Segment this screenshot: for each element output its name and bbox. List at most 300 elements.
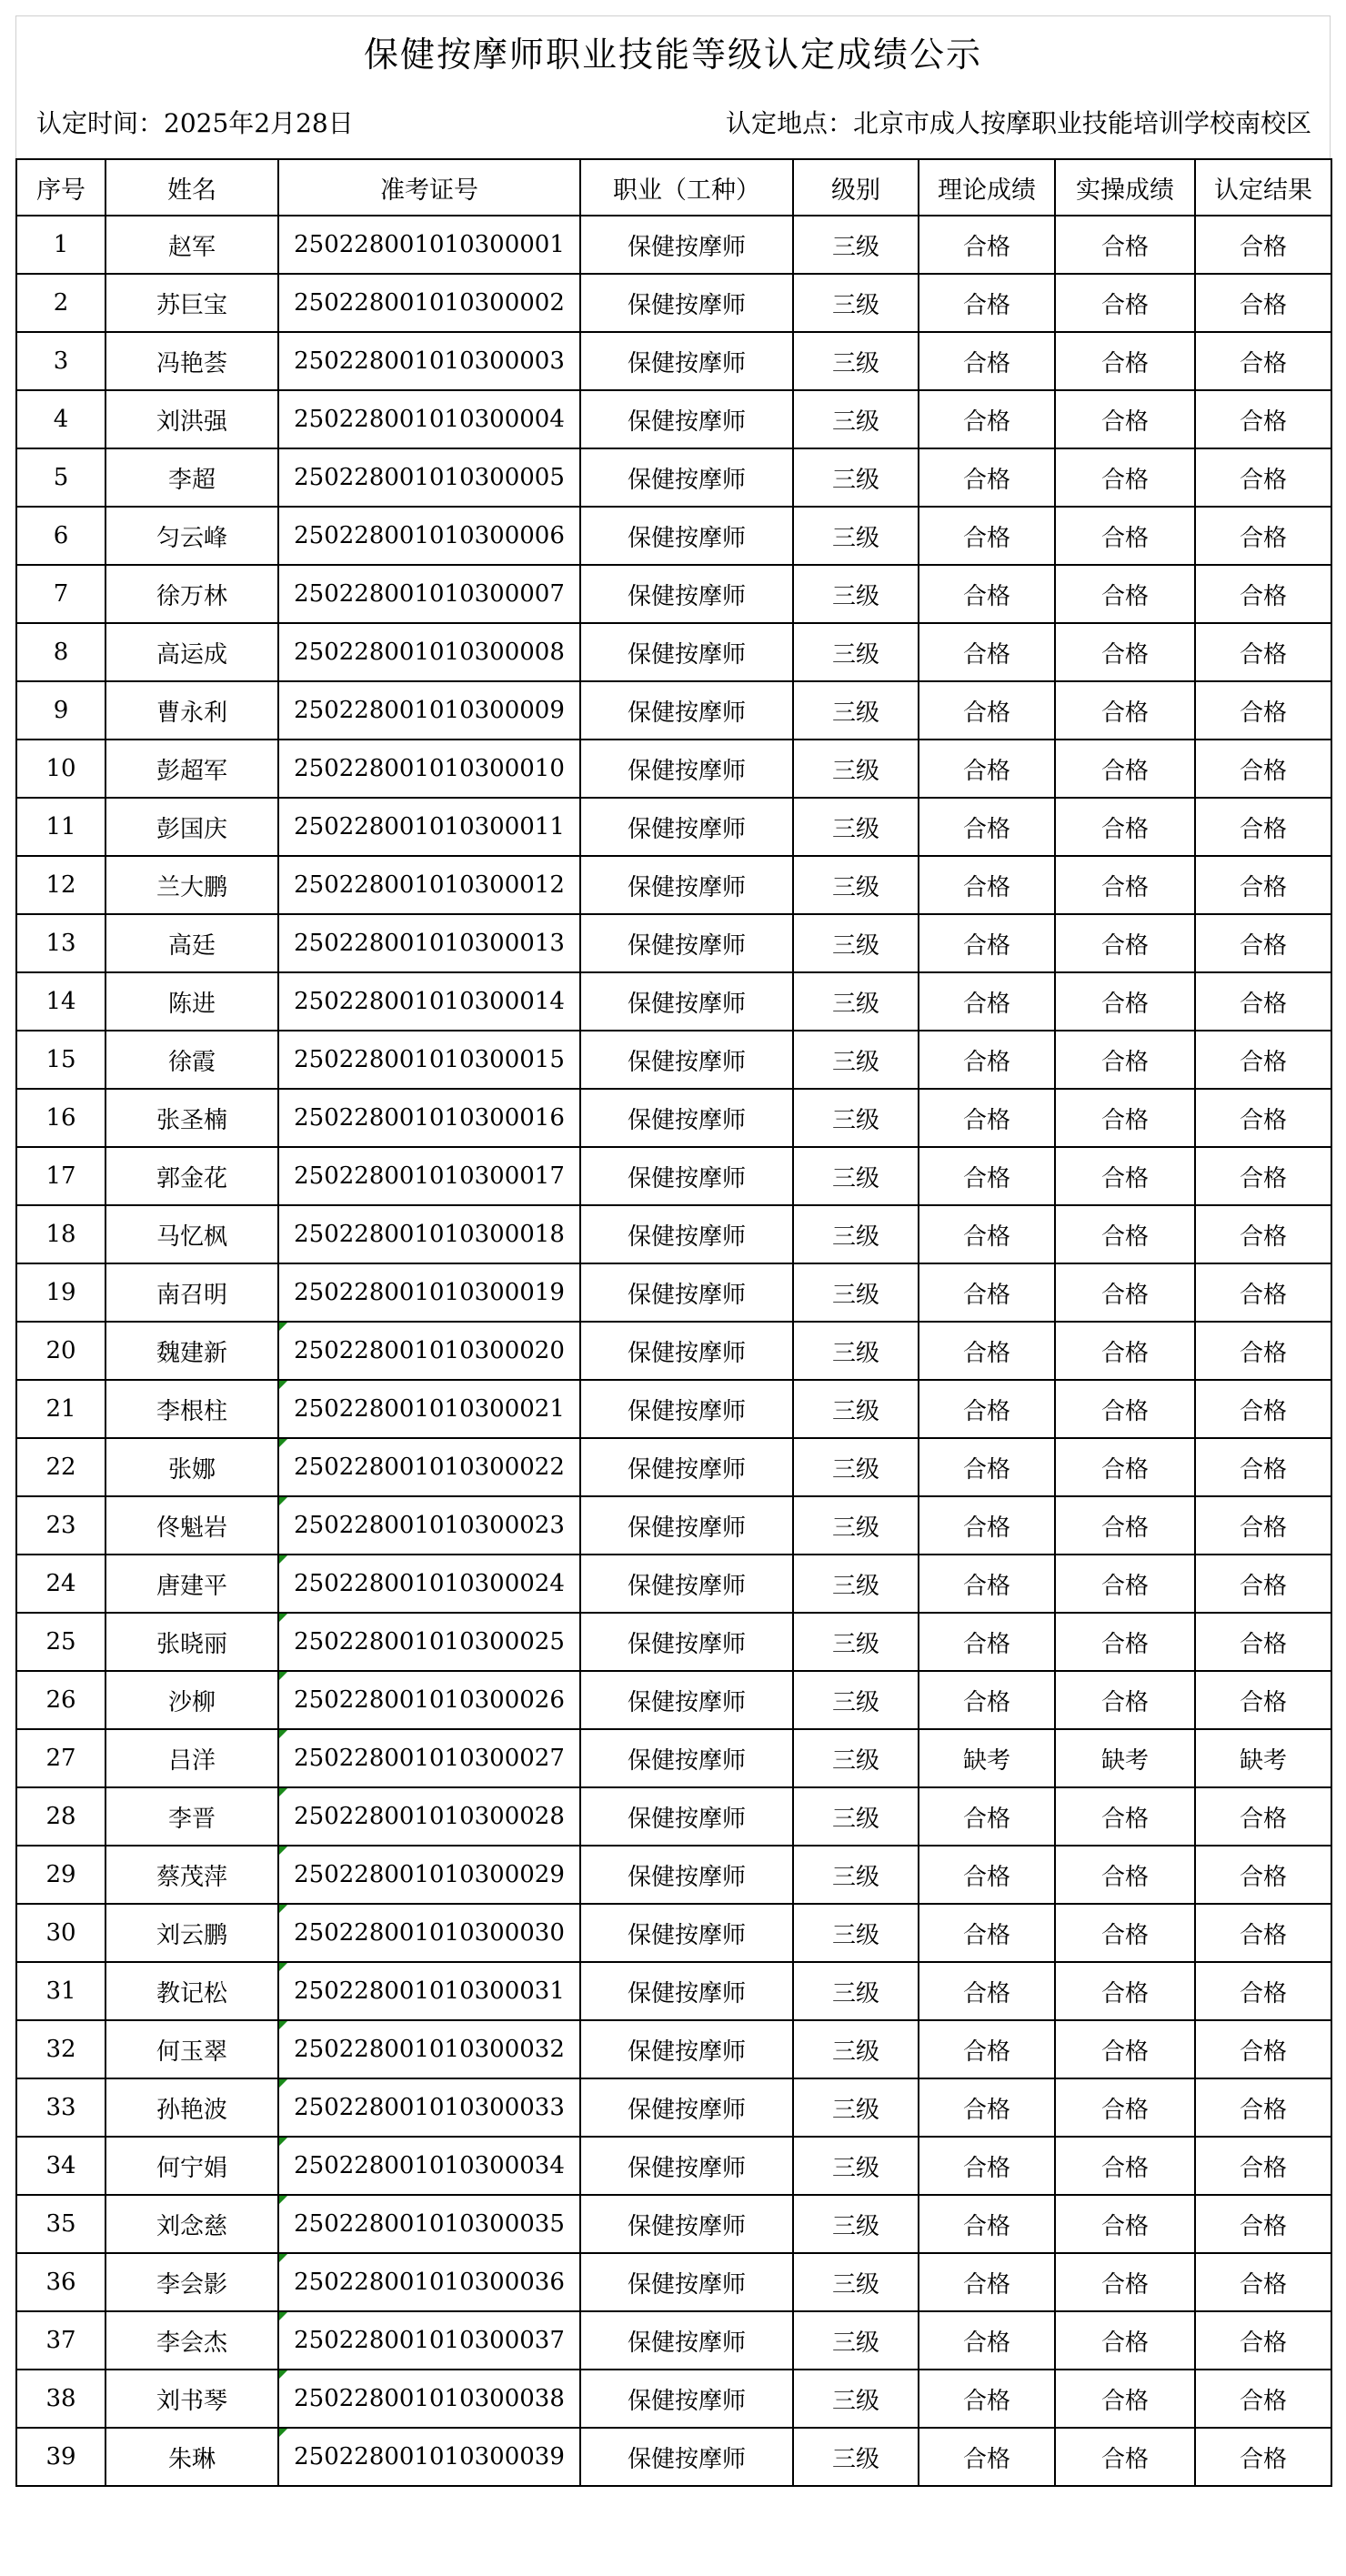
table-row [16,565,1331,623]
row-ticket-number: 250228001010300019 [278,1263,580,1322]
row-theory-score: 合格 [919,1496,1055,1555]
row-theory-score: 缺考 [919,1729,1055,1787]
row-name: 刘书琴 [105,2370,278,2428]
row-occupation: 保健按摩师 [580,2370,793,2428]
row-practical-score: 合格 [1055,1496,1195,1555]
row-level: 三级 [793,1787,919,1846]
row-theory-score: 合格 [919,1438,1055,1496]
row-practical-score: 合格 [1055,1671,1195,1729]
row-result: 合格 [1195,2137,1331,2195]
row-result: 合格 [1195,2020,1331,2078]
row-level: 三级 [793,2137,919,2195]
row-occupation: 保健按摩师 [580,274,793,332]
table-row [16,798,1331,856]
row-result: 合格 [1195,332,1331,390]
row-index: 34 [16,2137,105,2195]
row-index: 38 [16,2370,105,2428]
row-level: 三级 [793,798,919,856]
row-level: 三级 [793,2195,919,2253]
row-level: 三级 [793,565,919,623]
row-practical-score: 合格 [1055,2311,1195,2370]
row-index: 23 [16,1496,105,1555]
row-ticket-number: 250228001010300015 [278,1031,580,1089]
row-practical-score: 合格 [1055,1787,1195,1846]
row-occupation: 保健按摩师 [580,1904,793,1962]
row-practical-score: 合格 [1055,507,1195,565]
row-result: 缺考 [1195,1729,1331,1787]
row-index: 3 [16,332,105,390]
row-result: 合格 [1195,1089,1331,1147]
row-level: 三级 [793,1438,919,1496]
row-result: 合格 [1195,1787,1331,1846]
row-occupation: 保健按摩师 [580,856,793,914]
row-index: 18 [16,1205,105,1263]
row-ticket-number: 250228001010300013 [278,914,580,972]
row-ticket-number: 250228001010300018 [278,1205,580,1263]
row-result: 合格 [1195,914,1331,972]
row-result: 合格 [1195,1147,1331,1205]
row-ticket-number: 250228001010300002 [278,274,580,332]
table-row [16,2370,1331,2428]
table-row [16,216,1331,274]
row-level: 三级 [793,1555,919,1613]
table-row [16,1438,1331,1496]
row-ticket-number: 250228001010300026 [278,1671,580,1729]
row-ticket-number: 250228001010300011 [278,798,580,856]
row-name: 张圣楠 [105,1089,278,1147]
row-level: 三级 [793,2428,919,2486]
row-result: 合格 [1195,2078,1331,2137]
row-ticket-number: 250228001010300024 [278,1555,580,1613]
document-title: 保健按摩师职业技能等级认定成绩公示 [15,15,1331,86]
row-theory-score: 合格 [919,1322,1055,1380]
table-row [16,507,1331,565]
row-level: 三级 [793,1263,919,1322]
table-row [16,1729,1331,1787]
row-name: 李超 [105,448,278,507]
row-practical-score: 合格 [1055,1263,1195,1322]
row-name: 匀云峰 [105,507,278,565]
row-occupation: 保健按摩师 [580,1438,793,1496]
header-name: 姓名 [105,159,278,216]
row-occupation: 保健按摩师 [580,2253,793,2311]
table-row [16,1904,1331,1962]
row-index: 36 [16,2253,105,2311]
row-index: 31 [16,1962,105,2020]
row-theory-score: 合格 [919,1904,1055,1962]
row-practical-score: 合格 [1055,1846,1195,1904]
header-row [16,159,1331,216]
row-level: 三级 [793,1205,919,1263]
row-practical-score: 合格 [1055,565,1195,623]
row-name: 冯艳荟 [105,332,278,390]
row-occupation: 保健按摩师 [580,332,793,390]
row-index: 17 [16,1147,105,1205]
row-occupation: 保健按摩师 [580,740,793,798]
row-result: 合格 [1195,1205,1331,1263]
row-name: 李晋 [105,1787,278,1846]
header-theory-score: 理论成绩 [919,159,1055,216]
row-result: 合格 [1195,1613,1331,1671]
row-name: 南召明 [105,1263,278,1322]
row-index: 32 [16,2020,105,2078]
row-theory-score: 合格 [919,623,1055,681]
row-practical-score: 合格 [1055,2078,1195,2137]
row-name: 彭国庆 [105,798,278,856]
row-theory-score: 合格 [919,2253,1055,2311]
row-ticket-number: 250228001010300032 [278,2020,580,2078]
row-occupation: 保健按摩师 [580,914,793,972]
row-ticket-number: 250228001010300008 [278,623,580,681]
table-row [16,1031,1331,1089]
row-practical-score: 合格 [1055,332,1195,390]
row-name: 教记松 [105,1962,278,2020]
row-theory-score: 合格 [919,1031,1055,1089]
row-name: 彭超军 [105,740,278,798]
row-occupation: 保健按摩师 [580,798,793,856]
row-result: 合格 [1195,2253,1331,2311]
row-ticket-number: 250228001010300029 [278,1846,580,1904]
row-theory-score: 合格 [919,2137,1055,2195]
row-level: 三级 [793,1904,919,1962]
row-occupation: 保健按摩师 [580,2137,793,2195]
row-ticket-number: 250228001010300006 [278,507,580,565]
row-theory-score: 合格 [919,2020,1055,2078]
row-index: 37 [16,2311,105,2370]
row-occupation: 保健按摩师 [580,1496,793,1555]
header-occupation: 职业（工种） [580,159,793,216]
exam-date: 认定时间：2025年2月28日 [36,108,354,138]
table-row [16,2020,1331,2078]
row-level: 三级 [793,740,919,798]
row-name: 孙艳波 [105,2078,278,2137]
row-name: 唐建平 [105,1555,278,1613]
table-row [16,623,1331,681]
row-name: 何宁娟 [105,2137,278,2195]
row-occupation: 保健按摩师 [580,681,793,740]
header-ticket-number: 准考证号 [278,159,580,216]
row-result: 合格 [1195,1031,1331,1089]
row-result: 合格 [1195,1380,1331,1438]
row-index: 1 [16,216,105,274]
row-level: 三级 [793,1613,919,1671]
table-row [16,332,1331,390]
row-result: 合格 [1195,448,1331,507]
row-theory-score: 合格 [919,740,1055,798]
row-ticket-number: 250228001010300023 [278,1496,580,1555]
row-theory-score: 合格 [919,1380,1055,1438]
row-index: 19 [16,1263,105,1322]
row-occupation: 保健按摩师 [580,2428,793,2486]
row-occupation: 保健按摩师 [580,1962,793,2020]
row-ticket-number: 250228001010300012 [278,856,580,914]
row-practical-score: 合格 [1055,448,1195,507]
row-result: 合格 [1195,1263,1331,1322]
row-ticket-number: 250228001010300028 [278,1787,580,1846]
row-ticket-number: 250228001010300014 [278,972,580,1031]
row-name: 何玉翠 [105,2020,278,2078]
row-result: 合格 [1195,1846,1331,1904]
row-practical-score: 合格 [1055,681,1195,740]
row-practical-score: 合格 [1055,1089,1195,1147]
row-ticket-number: 250228001010300004 [278,390,580,448]
table-row [16,1613,1331,1671]
row-ticket-number: 250228001010300038 [278,2370,580,2428]
row-name: 李根柱 [105,1380,278,1438]
row-practical-score: 合格 [1055,2195,1195,2253]
row-occupation: 保健按摩师 [580,1671,793,1729]
row-name: 魏建新 [105,1322,278,1380]
row-level: 三级 [793,1380,919,1438]
row-occupation: 保健按摩师 [580,2078,793,2137]
row-ticket-number: 250228001010300005 [278,448,580,507]
row-level: 三级 [793,2020,919,2078]
row-theory-score: 合格 [919,1555,1055,1613]
row-name: 高廷 [105,914,278,972]
row-occupation: 保健按摩师 [580,507,793,565]
row-ticket-number: 250228001010300020 [278,1322,580,1380]
row-level: 三级 [793,2078,919,2137]
row-ticket-number: 250228001010300017 [278,1147,580,1205]
row-practical-score: 合格 [1055,1147,1195,1205]
row-practical-score: 合格 [1055,2020,1195,2078]
row-level: 三级 [793,1089,919,1147]
row-practical-score: 合格 [1055,216,1195,274]
row-theory-score: 合格 [919,1147,1055,1205]
row-practical-score: 合格 [1055,1205,1195,1263]
row-occupation: 保健按摩师 [580,1031,793,1089]
row-index: 13 [16,914,105,972]
row-name: 赵军 [105,216,278,274]
row-practical-score: 合格 [1055,1380,1195,1438]
table-row [16,2195,1331,2253]
row-result: 合格 [1195,1962,1331,2020]
row-level: 三级 [793,1846,919,1904]
row-theory-score: 合格 [919,332,1055,390]
row-ticket-number: 250228001010300001 [278,216,580,274]
row-level: 三级 [793,1322,919,1380]
row-occupation: 保健按摩师 [580,448,793,507]
row-practical-score: 合格 [1055,2137,1195,2195]
row-result: 合格 [1195,1496,1331,1555]
row-ticket-number: 250228001010300009 [278,681,580,740]
table-row [16,448,1331,507]
row-occupation: 保健按摩师 [580,2020,793,2078]
table-row [16,2137,1331,2195]
row-theory-score: 合格 [919,2370,1055,2428]
row-practical-score: 合格 [1055,274,1195,332]
row-index: 39 [16,2428,105,2486]
row-level: 三级 [793,1031,919,1089]
table-row [16,1380,1331,1438]
table-row [16,1089,1331,1147]
row-occupation: 保健按摩师 [580,1380,793,1438]
row-practical-score: 合格 [1055,2253,1195,2311]
row-index: 4 [16,390,105,448]
row-occupation: 保健按摩师 [580,1555,793,1613]
row-index: 35 [16,2195,105,2253]
table-row [16,1496,1331,1555]
row-occupation: 保健按摩师 [580,1089,793,1147]
row-theory-score: 合格 [919,507,1055,565]
row-level: 三级 [793,1962,919,2020]
row-practical-score: 合格 [1055,1031,1195,1089]
row-practical-score: 合格 [1055,740,1195,798]
row-level: 三级 [793,274,919,332]
row-ticket-number: 250228001010300039 [278,2428,580,2486]
row-index: 6 [16,507,105,565]
row-occupation: 保健按摩师 [580,565,793,623]
row-ticket-number: 250228001010300003 [278,332,580,390]
row-practical-score: 合格 [1055,1613,1195,1671]
row-name: 李会影 [105,2253,278,2311]
row-result: 合格 [1195,2428,1331,2486]
row-occupation: 保健按摩师 [580,1729,793,1787]
row-level: 三级 [793,1496,919,1555]
row-ticket-number: 250228001010300007 [278,565,580,623]
row-level: 三级 [793,856,919,914]
row-name: 郭金花 [105,1147,278,1205]
row-theory-score: 合格 [919,216,1055,274]
row-level: 三级 [793,623,919,681]
row-index: 12 [16,856,105,914]
row-practical-score: 合格 [1055,2428,1195,2486]
row-theory-score: 合格 [919,1205,1055,1263]
header-index: 序号 [16,159,105,216]
row-practical-score: 合格 [1055,1555,1195,1613]
row-name: 张晓丽 [105,1613,278,1671]
row-index: 2 [16,274,105,332]
row-theory-score: 合格 [919,1787,1055,1846]
row-index: 10 [16,740,105,798]
row-theory-score: 合格 [919,1846,1055,1904]
row-practical-score: 合格 [1055,1904,1195,1962]
row-result: 合格 [1195,2311,1331,2370]
row-occupation: 保健按摩师 [580,1263,793,1322]
row-name: 吕洋 [105,1729,278,1787]
row-theory-score: 合格 [919,390,1055,448]
row-theory-score: 合格 [919,1613,1055,1671]
table-row [16,1263,1331,1322]
row-level: 三级 [793,1729,919,1787]
row-name: 陈进 [105,972,278,1031]
row-level: 三级 [793,1671,919,1729]
row-result: 合格 [1195,623,1331,681]
row-name: 沙柳 [105,1671,278,1729]
row-result: 合格 [1195,1322,1331,1380]
results-table [15,158,1332,2487]
row-ticket-number: 250228001010300025 [278,1613,580,1671]
row-level: 三级 [793,507,919,565]
row-occupation: 保健按摩师 [580,1613,793,1671]
row-ticket-number: 250228001010300036 [278,2253,580,2311]
row-result: 合格 [1195,2195,1331,2253]
row-practical-score: 合格 [1055,623,1195,681]
row-theory-score: 合格 [919,2195,1055,2253]
row-ticket-number: 250228001010300037 [278,2311,580,2370]
row-result: 合格 [1195,740,1331,798]
row-result: 合格 [1195,856,1331,914]
row-index: 16 [16,1089,105,1147]
table-row [16,1671,1331,1729]
table-row [16,2253,1331,2311]
row-level: 三级 [793,2253,919,2311]
row-index: 22 [16,1438,105,1496]
row-occupation: 保健按摩师 [580,216,793,274]
info-row [15,86,1331,158]
row-result: 合格 [1195,390,1331,448]
exam-location: 认定地点：北京市成人按摩职业技能培训学校南校区 [725,108,1311,138]
row-ticket-number: 250228001010300027 [278,1729,580,1787]
row-theory-score: 合格 [919,274,1055,332]
row-result: 合格 [1195,1555,1331,1613]
table-row [16,1205,1331,1263]
row-theory-score: 合格 [919,2428,1055,2486]
row-index: 21 [16,1380,105,1438]
row-ticket-number: 250228001010300034 [278,2137,580,2195]
row-occupation: 保健按摩师 [580,1846,793,1904]
row-index: 24 [16,1555,105,1613]
row-theory-score: 合格 [919,1089,1055,1147]
row-name: 曹永利 [105,681,278,740]
table-row [16,390,1331,448]
row-ticket-number: 250228001010300030 [278,1904,580,1962]
row-practical-score: 合格 [1055,1438,1195,1496]
row-practical-score: 合格 [1055,2370,1195,2428]
row-theory-score: 合格 [919,681,1055,740]
row-theory-score: 合格 [919,565,1055,623]
row-name: 佟魁岩 [105,1496,278,1555]
row-practical-score: 缺考 [1055,1729,1195,1787]
row-result: 合格 [1195,1904,1331,1962]
row-index: 27 [16,1729,105,1787]
table-row [16,1555,1331,1613]
row-occupation: 保健按摩师 [580,1787,793,1846]
row-name: 朱琳 [105,2428,278,2486]
row-index: 28 [16,1787,105,1846]
row-index: 30 [16,1904,105,1962]
row-theory-score: 合格 [919,448,1055,507]
row-index: 25 [16,1613,105,1671]
row-practical-score: 合格 [1055,798,1195,856]
table-row [16,681,1331,740]
table-row [16,2078,1331,2137]
row-ticket-number: 250228001010300031 [278,1962,580,2020]
row-index: 15 [16,1031,105,1089]
table-row [16,1147,1331,1205]
row-ticket-number: 250228001010300010 [278,740,580,798]
row-name: 刘洪强 [105,390,278,448]
row-theory-score: 合格 [919,2311,1055,2370]
row-level: 三级 [793,972,919,1031]
header-practical-score: 实操成绩 [1055,159,1195,216]
row-result: 合格 [1195,216,1331,274]
row-name: 李会杰 [105,2311,278,2370]
row-theory-score: 合格 [919,1263,1055,1322]
row-level: 三级 [793,332,919,390]
row-level: 三级 [793,1147,919,1205]
row-occupation: 保健按摩师 [580,972,793,1031]
row-practical-score: 合格 [1055,972,1195,1031]
row-name: 徐万林 [105,565,278,623]
row-practical-score: 合格 [1055,1962,1195,2020]
row-practical-score: 合格 [1055,856,1195,914]
table-row [16,856,1331,914]
row-index: 11 [16,798,105,856]
row-theory-score: 合格 [919,1962,1055,2020]
row-name: 马忆枫 [105,1205,278,1263]
row-name: 蔡茂萍 [105,1846,278,1904]
